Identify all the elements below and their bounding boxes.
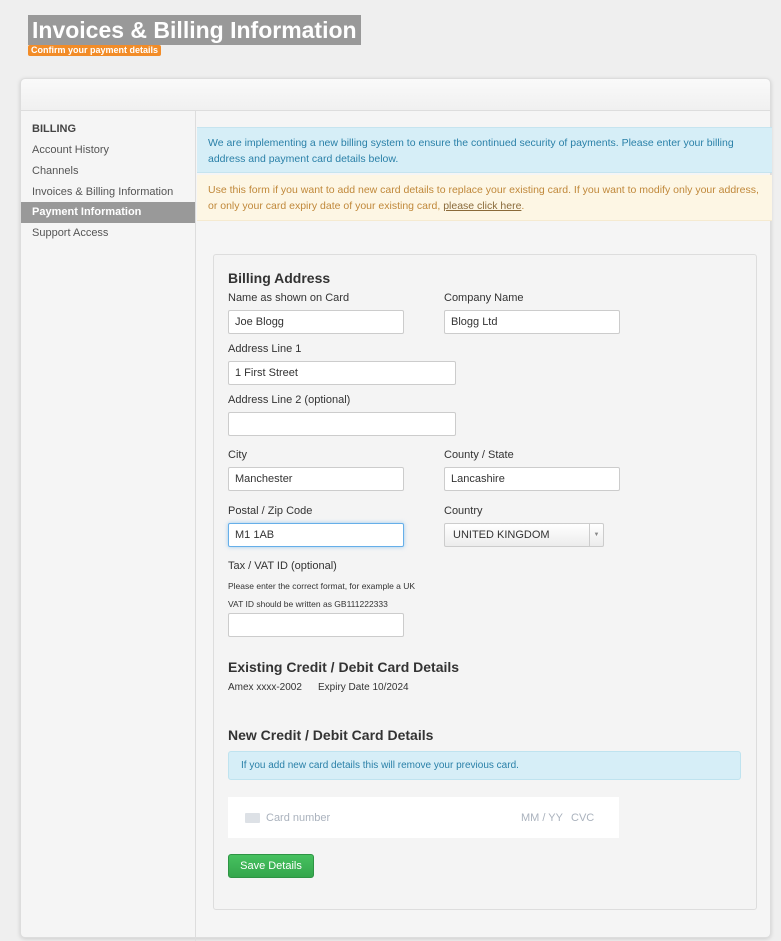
sidebar-item-channels[interactable]: Channels — [32, 165, 79, 177]
sidebar-item-support-access[interactable]: Support Access — [32, 227, 109, 239]
address1-input[interactable]: 1 First Street — [228, 361, 456, 385]
county-label: County / State — [444, 449, 514, 461]
sidebar — [21, 111, 196, 941]
expiry-placeholder: MM / YY — [521, 812, 563, 824]
new-card-notice: If you add new card details this will remove your previous card. — [228, 751, 741, 780]
tax-help-line1: Please enter the correct format, for example a UK — [228, 581, 416, 591]
card-input[interactable] — [228, 797, 619, 838]
tax-label: Tax / VAT ID (optional) — [228, 560, 337, 572]
address2-label: Address Line 2 (optional) — [228, 394, 351, 406]
card-number-placeholder: Card number — [266, 812, 331, 824]
name-label: Name as shown on Card — [228, 292, 350, 304]
sidebar-item-invoices[interactable]: Invoices & Billing Information — [32, 186, 174, 198]
existing-card-number: Amex xxxx-2002 — [228, 682, 302, 693]
country-value: UNITED KINGDOM — [453, 529, 550, 541]
sidebar-item-account-history[interactable]: Account History — [32, 144, 110, 156]
new-card-heading: New Credit / Debit Card Details — [228, 727, 434, 743]
tax-input[interactable] — [228, 613, 404, 637]
city-input[interactable]: Manchester — [228, 467, 404, 491]
address1-label: Address Line 1 — [228, 343, 302, 355]
city-label: City — [228, 449, 247, 461]
sidebar-heading: BILLING — [32, 123, 76, 135]
main-card — [20, 78, 771, 938]
sidebar-item-payment-information[interactable]: Payment Information — [21, 202, 195, 223]
click-here-link[interactable]: please click here — [443, 200, 522, 212]
chevron-down-icon: ▼ — [589, 524, 603, 546]
billing-form-panel — [213, 254, 757, 910]
credit-card-icon — [245, 813, 260, 823]
country-label: Country — [444, 505, 483, 517]
page-subtitle-badge: Confirm your payment details — [28, 45, 161, 56]
name-input[interactable]: Joe Blogg — [228, 310, 404, 334]
warning-alert — [197, 175, 772, 221]
info-alert: We are implementing a new billing system to ensure the continued security of payments. Please enter your billing address and payment card details below. — [197, 127, 772, 173]
cvc-placeholder: CVC — [571, 812, 595, 824]
postal-input[interactable]: M1 1AB — [228, 523, 404, 547]
existing-card-expiry: Expiry Date 10/2024 — [318, 682, 409, 693]
warning-end: . — [521, 200, 525, 212]
company-input[interactable]: Blogg Ltd — [444, 310, 620, 334]
country-select[interactable] — [444, 523, 604, 547]
postal-label: Postal / Zip Code — [228, 505, 313, 517]
tax-help-line2: VAT ID should be written as GB111222333 — [228, 599, 388, 609]
company-label: Company Name — [444, 292, 524, 304]
county-input[interactable]: Lancashire — [444, 467, 620, 491]
existing-card-heading: Existing Credit / Debit Card Details — [228, 659, 460, 675]
warning-text: Use this form if you want to add new card details to replace your existing card. If you want to modify only your address, or only your card expiry date of your existing card, — [208, 184, 759, 212]
address2-input[interactable] — [228, 412, 456, 436]
page-title: Invoices & Billing Information — [28, 15, 361, 45]
card-header — [21, 79, 770, 111]
save-details-button[interactable]: Save Details — [228, 854, 314, 878]
billing-address-heading: Billing Address — [228, 270, 331, 286]
